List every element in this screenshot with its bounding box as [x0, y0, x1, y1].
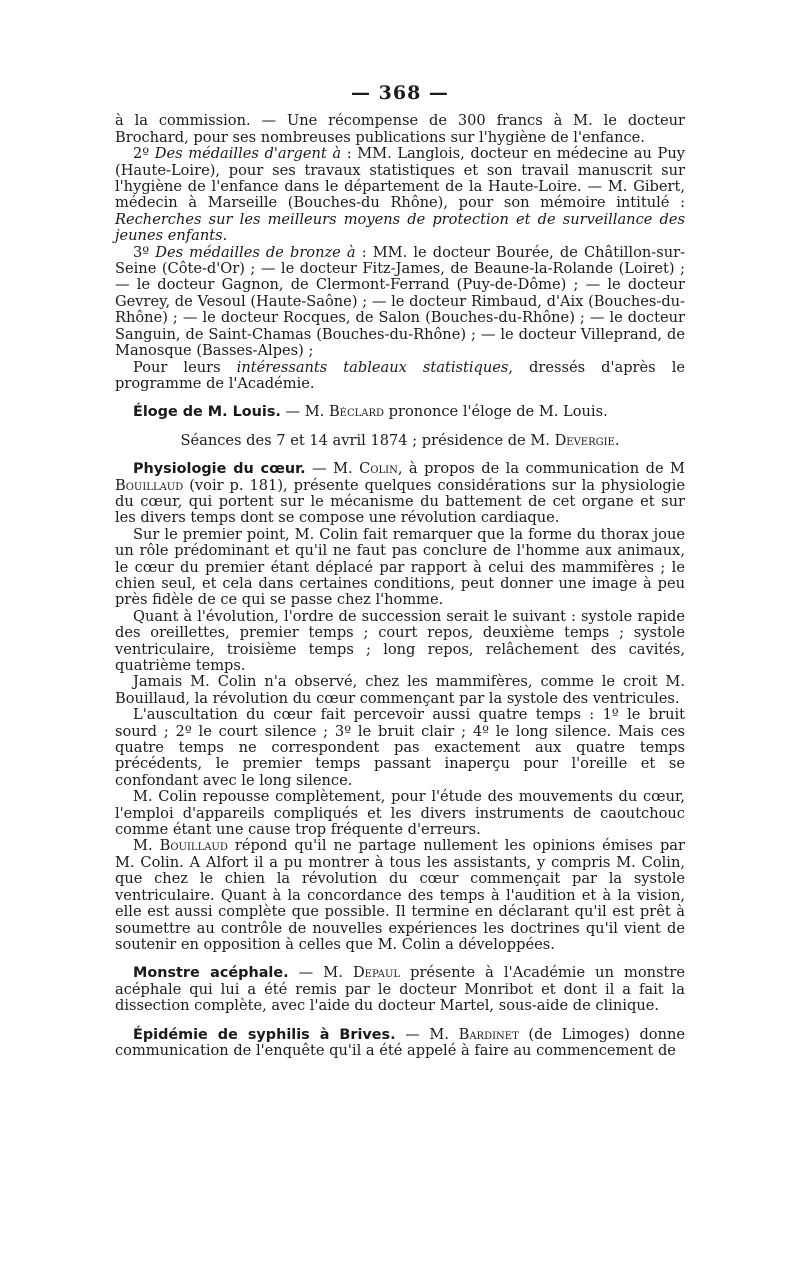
emphasis-text: intéressants tableaux statistiques: [236, 358, 509, 376]
text-run: prononce l'éloge de M. Louis.: [384, 403, 608, 421]
section-heading: Éloge de M. Louis.: [133, 404, 281, 421]
paragraph-jamais: Jamais M. Colin n'a observé, chez les mammifères, comme le croit M. Bouillaud, la révolution du cœur commençant par la systole des ventricules.: [115, 673, 685, 707]
section-eloge: [115, 404, 685, 420]
text-run: .: [614, 431, 620, 449]
section-heading: Épidémie de syphilis à Brives.: [133, 1026, 396, 1043]
text-run: — M.: [305, 460, 360, 478]
paragraph-medailles-argent: [115, 146, 685, 244]
list-number: 2º: [133, 145, 155, 163]
memoir-title: Recherches sur les meilleurs moyens de protection et de surveillance des jeunes enfants.: [115, 210, 685, 245]
section-epidemie: [115, 1027, 685, 1060]
paragraph-premier-point: Sur le premier point, M. Colin fait remarquer que la forme du thorax joue un rôle prédominant et qu'il ne faut pas conclure de l'homme aux animaux, le cœur du premier étant déplacé par rapport à celui des mammifères ; le chien seul, et cela dans certaines conditions, peut donner une image à peu près fidèle de ce qui se passe chez l'homme.: [115, 525, 685, 609]
award-category: Des médailles de bronze à: [155, 243, 356, 261]
person-name: Bouillaud: [115, 476, 184, 494]
person-name: Colin: [359, 460, 398, 478]
section-physiologie: [115, 461, 685, 527]
text-run: — M.: [288, 964, 353, 982]
text-run: Pour leurs: [133, 358, 237, 376]
text-run: (de Limoges) donne communication de l'enquête qu'il a été appelé à faire au commencement de: [115, 1025, 686, 1059]
session-heading: [115, 433, 685, 449]
person-name: Bardinet: [458, 1025, 519, 1043]
text-run: — M.: [280, 403, 329, 421]
person-name: Béclard: [328, 403, 385, 421]
section-heading: Monstre acéphale.: [133, 965, 289, 982]
paragraph-evolution: Quant à l'évolution, l'ordre de succession serait le suivant : systole rapide des oreillettes, premier temps ; court repos, deuxième temps ; systole ventriculaire, troisième temps ; long repos, relâchement des cavités, quatrième temps.: [115, 607, 685, 674]
paragraph-repousse: M. Colin repousse complètement, pour l'étude des mouvements du cœur, l'emploi d'appareils compliqués et les divers instruments de caoutchouc comme étant une cause trop fréquente d'erreurs.: [115, 788, 685, 839]
text-run: , à propos de la communication de M: [397, 460, 685, 478]
text-run: — M.: [395, 1025, 459, 1043]
book-page: [115, 82, 686, 1059]
text-run: , dressés d'après le programme de l'Académie.: [115, 358, 686, 392]
award-text: : MM. Langlois, docteur en médecine au Puy (Haute-Loire), pour ses travaux statistiques et son travail manuscrit sur l'hygiène de l'enfance dans le département de la Haute-Loire. — M. Gibert, médecin à Marseille (Bouches-du Rhône), pour son mémoire intitulé :: [115, 145, 685, 212]
page-number: — 368 —: [351, 82, 449, 104]
person-name: Bouillaud: [159, 837, 228, 855]
person-name: Devergie: [554, 431, 615, 449]
list-number: 3º: [133, 243, 156, 261]
award-text: : MM. le docteur Bourée, de Châtillon-sur-Seine (Côte-d'Or) ; — le docteur Fitz-James, de Beaune-la-Rolande (Loiret) ; — le docteur Gagnon, de Clermont-Ferrand (Puy-de-Dôme) ; — le docteur Gevrey, de Vesoul (Haute-Saône) ; — le docteur Rimbaud, d'Aix (Bouches-du-Rhône) ; — le docteur Rocques, de Salon (Bouches-du-Rhône) ; — le docteur Sanguin, de Saint-Chamas (Bouches-du-Rhône) ; — le docteur Villeprand, de Manosque (Basses-Alpes) ;: [115, 243, 685, 360]
paragraph-auscultation: L'auscultation du cœur fait percevoir aussi quatre temps : 1º le bruit sourd ; 2º le court silence ; 3º le bruit clair ; 4º le long silence. Mais ces quatre temps ne correspondent pas exactement aux quatre temps précédents, le premier temps passant inaperçu pour l'oreille et se confondant avec le long silence.: [115, 706, 685, 789]
text-run: répond qu'il ne partage nullement les opinions émises par M. Colin. A Alfort il a pu montrer à tous les assistants, y compris M. Colin, que chez le chien la révolution du cœur commençait par la systole ventriculaire. Quant à la concordance des temps à l'audition et à la vision, elle est aussi complète que possible. Il termine en déclarant qu'il est prêt à soumettre au contrôle de nouvelles expériences les doctrines qu'il vient de soutenir en opposition à celles que M. Colin a développées.: [115, 837, 685, 953]
section-monstre: [115, 965, 685, 1014]
paragraph-commission: à la commission. — Une récompense de 300 francs à M. le docteur Brochard, pour ses nombreuses publications sur l'hygiène de l'enfance.: [115, 112, 685, 146]
paragraph-tableaux: [115, 360, 685, 393]
award-category: Des médailles d'argent à: [154, 145, 342, 163]
text-run: (voir p. 181), présente quelques considérations sur la physiologie du cœur, qui portent sur le mécanisme du battement de cet organe et sur les divers temps dont se compose une révolution cardiaque.: [115, 476, 685, 527]
text-run: Séances des 7 et 14 avril 1874 ; présidence de M.: [180, 431, 555, 449]
text-run: présente à l'Académie un monstre acéphale qui lui a été remis par le docteur Monribot et dont il a fait la dissection complète, avec l'aide du docteur Martel, sous-aide de clinique.: [115, 964, 686, 1015]
section-heading: Physiologie du cœur.: [133, 461, 306, 478]
paragraph-medailles-bronze: [115, 245, 685, 360]
person-name: Depaul: [352, 964, 401, 982]
text-run: M.: [133, 837, 160, 855]
paragraph-reponse: [115, 838, 685, 953]
